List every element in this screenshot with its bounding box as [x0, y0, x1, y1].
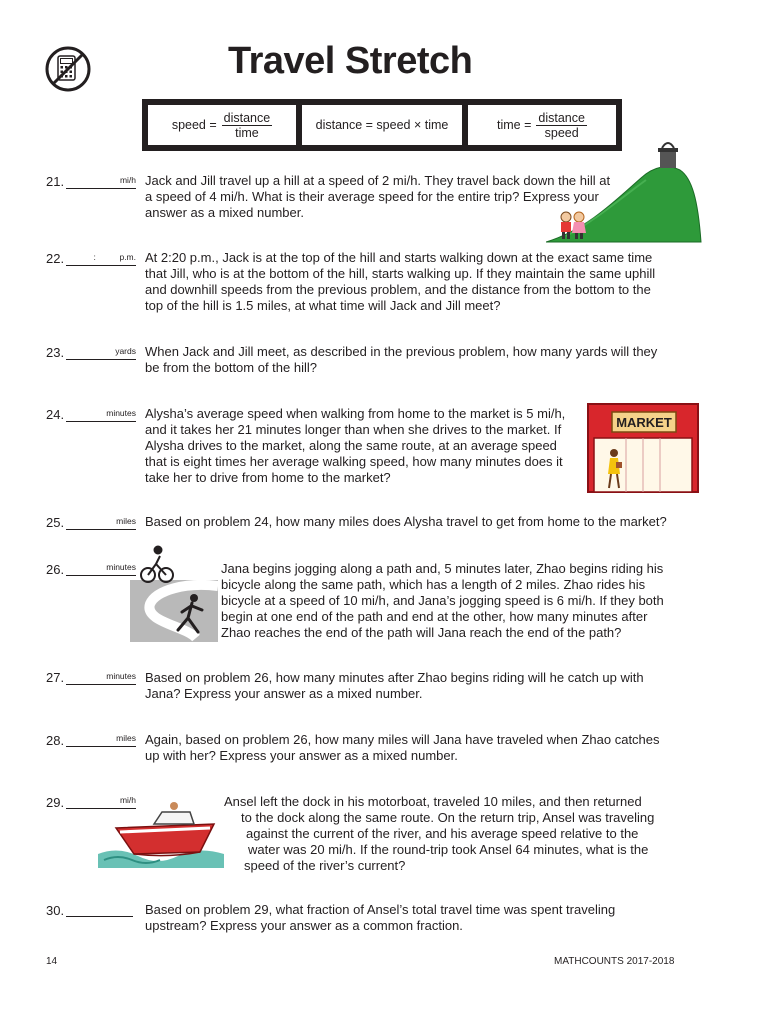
problem-number: 23.: [46, 345, 65, 360]
driver-figure: [170, 802, 178, 810]
time-fraction: [536, 111, 587, 140]
footer-brand: MATHCOUNTS 2017-2018: [554, 956, 675, 967]
answer-blank[interactable]: mi/h: [66, 794, 136, 809]
page-number: 14: [46, 956, 58, 967]
problem-number: 21.: [46, 174, 65, 189]
speed-fraction: [222, 111, 273, 140]
time-denominator: speed: [544, 125, 579, 140]
problem-text: Ansel left the dock in his motorboat, traveled 10 miles, and then returned to the dock along the same route. On the return trip, Ansel was traveling against the current of the river, and his average speed relative to the water was 20 mi/h. If the round-trip took Ansel 64 minutes, what is the speed of the river’s current?: [224, 794, 655, 873]
problem-number: 22.: [46, 251, 65, 266]
problem-number: 28.: [46, 733, 65, 748]
market-sign: MARKET: [616, 415, 672, 430]
cyclist-icon: [141, 547, 173, 583]
problem-number: 27.: [46, 670, 65, 685]
answer-blank[interactable]: miles: [66, 732, 136, 747]
speed-formula-left: speed =: [171, 118, 217, 132]
problem-text: When Jack and Jill meet, as described in the previous problem, how many yards will they be from the bottom of the hill?: [145, 344, 658, 375]
time-formula: [468, 105, 616, 145]
problem-text: Jack and Jill travel up a hill at a speed of 2 mi/h. They travel back down the hill at a speed of 4 mi/h. What is their average speed for the entire trip? Express your answer as a mixed number.: [145, 173, 611, 220]
answer-blank[interactable]: yards: [66, 345, 136, 360]
problem-text: Based on problem 29, what fraction of Ansel’s total travel time was spent traveling upstream? Express your answer as a common fraction.: [145, 902, 616, 933]
problem-number: 25.: [46, 515, 65, 530]
problem-number: 26.: [46, 562, 65, 577]
speed-denominator: time: [235, 125, 259, 140]
page-title: Travel Stretch: [228, 40, 473, 82]
problem-text: Based on problem 24, how many miles does Alysha travel to get from home to the market?: [145, 514, 667, 529]
problem-number: 30.: [46, 903, 65, 918]
answer-blank[interactable]: minutes: [66, 407, 136, 422]
motorboat-illustration: [98, 798, 224, 868]
distance-formula: [302, 105, 462, 145]
problem-text: Jana begins jogging along a path and, 5 minutes later, Zhao begins riding his bicycle along the same path, which has a length of 2 miles. Zhao rides his bicycle at a speed of 10 mi/h, and Jana’s jogging speed is 6 mi/h. If they both begin at one end of the path and end at the other, how many minutes after Zhao reaches the end of the path will Jana reach the end of the path?: [221, 561, 664, 640]
distance-formula-text: distance = speed × time: [315, 118, 449, 132]
problem-text: Based on problem 26, how many minutes after Zhao begins riding will he catch up with Jana? Express your answer as a mixed number.: [145, 670, 644, 701]
answer-blank[interactable]: mi/h: [66, 174, 136, 189]
problem-text: At 2:20 p.m., Jack is at the top of the hill and starts walking down at the exact same time that Jill, who is at the bottom of the hill, starts walking up. If they maintain the same uphill and downhill speeds from the previous problem, and the distance from the bottom to the top of the hill is 1.5 miles, at what time will Jack and Jill meet?: [145, 250, 656, 313]
market-illustration: [586, 402, 700, 494]
problem-text: Again, based on problem 26, how many miles will Jana have traveled when Zhao catches up with her? Express your answer as a mixed number.: [145, 732, 660, 763]
time-formula-left: time =: [496, 118, 532, 132]
answer-blank[interactable]: minutes: [66, 670, 136, 685]
time-numerator: distance: [538, 110, 585, 125]
path-illustration: [126, 542, 218, 642]
no-calculator-icon: [44, 45, 92, 93]
hill-illustration: [546, 140, 702, 244]
problem-text: Alysha’s average speed when walking from home to the market is 5 mi/h, and it takes her 21 minutes longer than when she drives to the market. If Alysha drives to the market, along the same route, at an average speed that is eight times her average walking speed, how many minutes does it take her to drive from home to the market?: [145, 406, 566, 485]
answer-blank[interactable]: minutes: [66, 561, 136, 576]
problem-number: 29.: [46, 795, 65, 810]
answer-blank[interactable]: [66, 902, 133, 917]
problem-number: 24.: [46, 407, 65, 422]
water-pail-icon: [658, 143, 678, 168]
answer-blank[interactable]: : p.m.: [66, 251, 136, 266]
answer-blank[interactable]: miles: [66, 515, 136, 530]
speed-numerator: distance: [223, 110, 271, 125]
speed-formula: [148, 105, 296, 145]
